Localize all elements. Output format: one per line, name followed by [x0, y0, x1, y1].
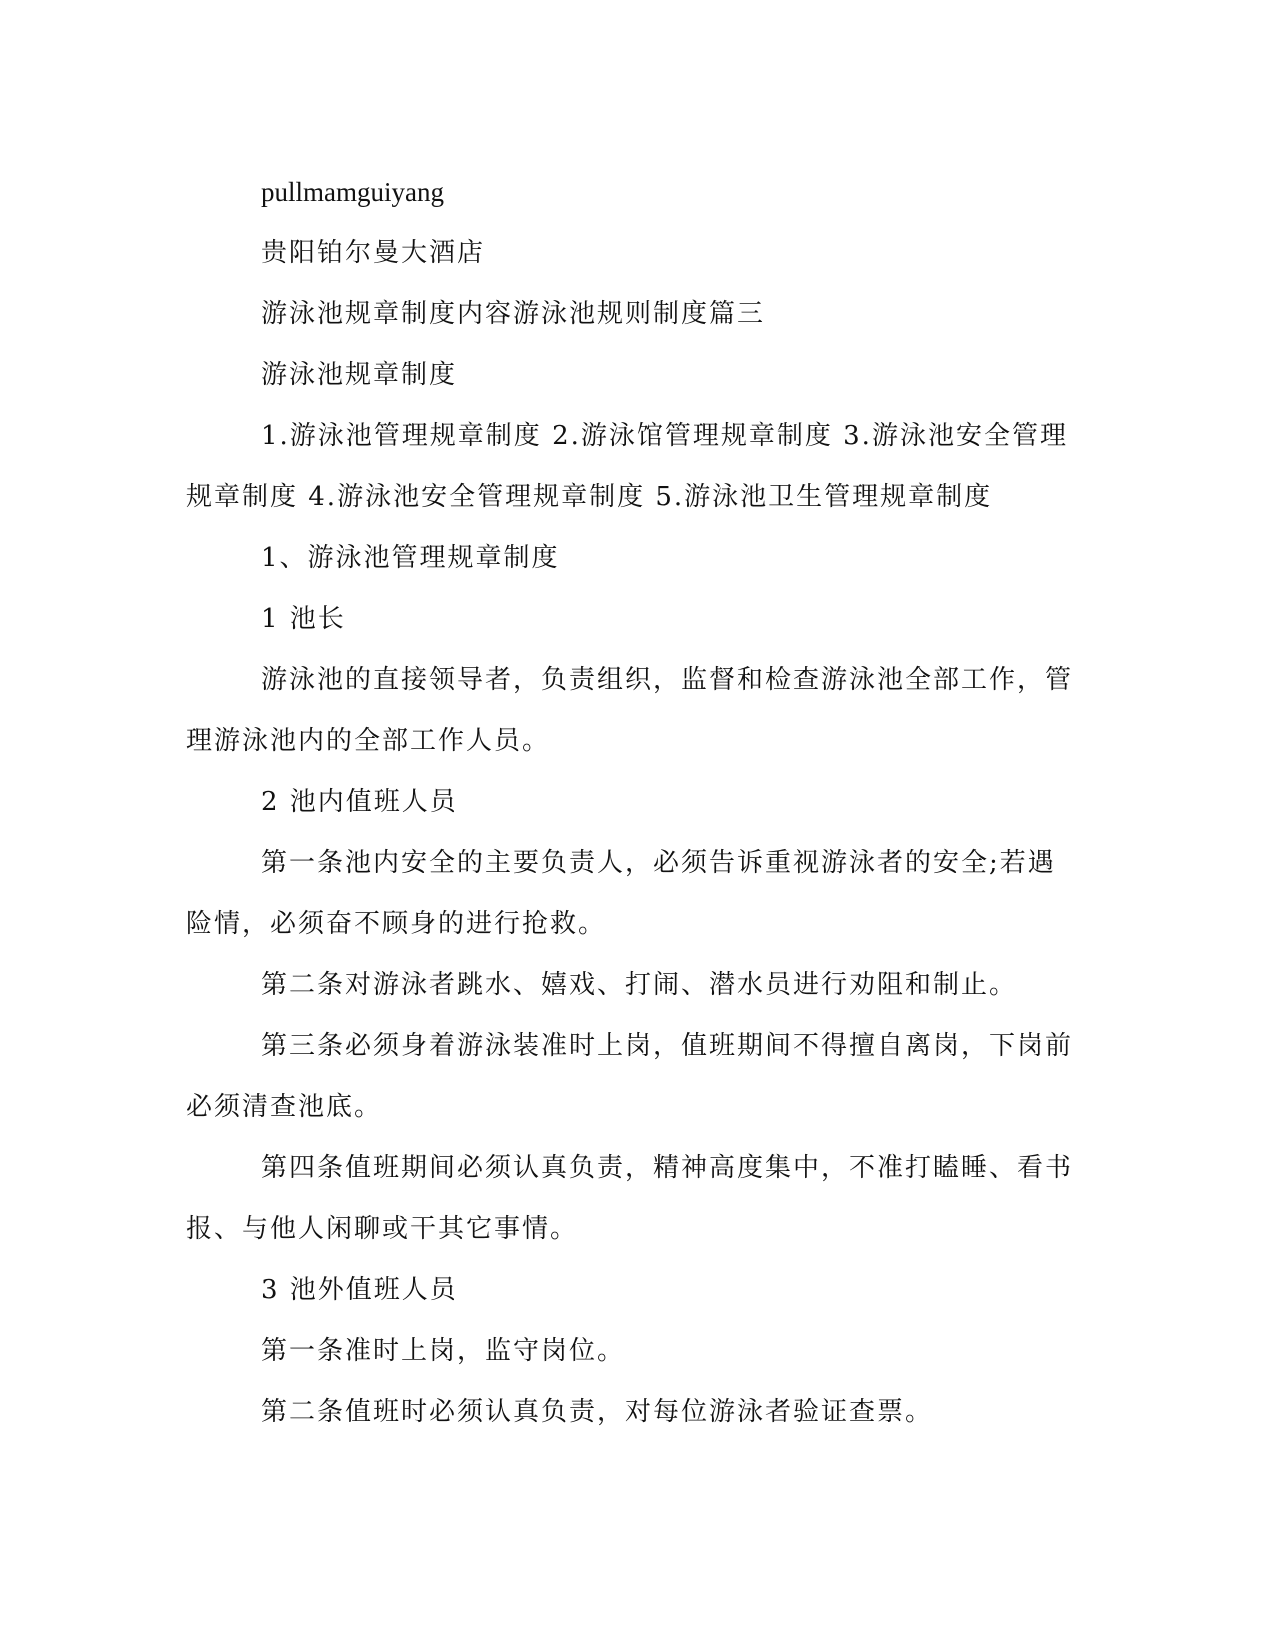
paragraph-article-2: 第二条对游泳者跳水、嬉戏、打闹、潜水员进行劝阻和制止。: [261, 970, 1018, 1000]
subheading-outside-staff: 3 池外值班人员: [261, 1275, 458, 1305]
paragraph-article-4: 第四条值班期间必须认真负责，精神高度集中，不准打瞌睡、看书报、与他人闲聊或干其它事情。: [186, 1153, 1074, 1244]
paragraph-outside-article-2: 第二条值班时必须认真负责，对每位游泳者验证查票。: [261, 1397, 934, 1427]
table-of-contents: 1.游泳池管理规章制度 2.游泳馆管理规章制度 3.游泳池安全管理规章制度 4.游泳池安全管理规章制度 5.游泳池卫生管理规章制度: [186, 421, 1068, 512]
subheading-inside-staff: 2 池内值班人员: [261, 787, 458, 817]
document-title: 游泳池规章制度: [261, 360, 458, 390]
section-heading: 游泳池规章制度内容游泳池规则制度篇三: [261, 299, 766, 329]
document-body: [186, 162, 1076, 1443]
chapter-heading: 1、游泳池管理规章制度: [261, 543, 560, 573]
paragraph-article-3: 第三条必须身着游泳装准时上岗，值班期间不得擅自离岗，下岗前必须清查池底。: [186, 1031, 1074, 1122]
subheading-pool-manager: 1 池长: [261, 604, 346, 634]
paragraph-pool-manager-duties: 游泳池的直接领导者，负责组织，监督和检查游泳池全部工作，管理游泳池内的全部工作人员。: [186, 665, 1074, 756]
hotel-name: 贵阳铂尔曼大酒店: [261, 238, 486, 268]
paragraph-article-1: 第一条池内安全的主要负责人，必须告诉重视游泳者的安全;若遇险情，必须奋不顾身的进行抢救。: [186, 848, 1056, 939]
hotel-name-latin: pullmamguiyang: [261, 177, 444, 207]
paragraph-outside-article-1: 第一条准时上岗，监守岗位。: [261, 1336, 626, 1366]
